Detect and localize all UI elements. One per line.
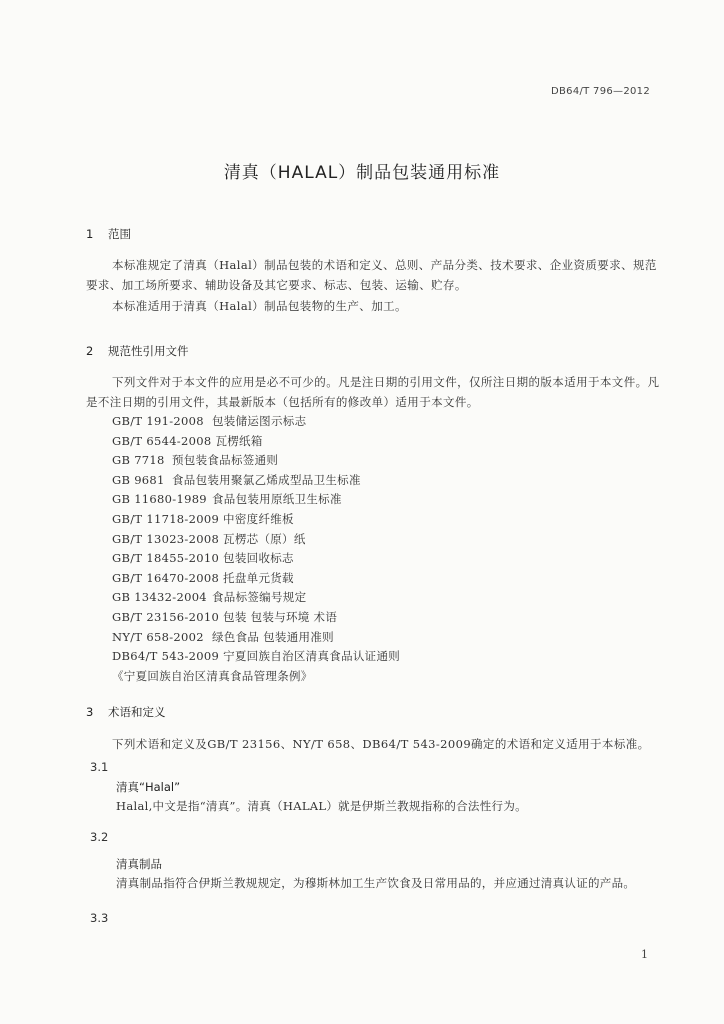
section-number: 3 <box>86 705 94 719</box>
section-2-heading <box>86 343 189 359</box>
reference-item: GB/T 13023-2008 瓦楞芯（原）纸 <box>112 531 306 546</box>
page-number: 1 <box>641 948 648 961</box>
reference-item: DB64/T 543-2009 宁夏回族自治区清真食品认证通则 <box>112 649 401 664</box>
section-title: 术语和定义 <box>108 705 166 719</box>
clause-number: 3.1 <box>90 760 109 774</box>
reference-item: GB/T 11718-2009 中密度纤维板 <box>112 511 294 526</box>
term-name: 清真“Halal” <box>116 780 181 794</box>
reference-item: GB 11680-1989 食品包装用原纸卫生标准 <box>112 492 342 507</box>
term-definition: Halal,中文是指“清真”。清真（HALAL）就是伊斯兰教规指称的合法性行为。 <box>116 799 527 813</box>
clause-number: 3.2 <box>90 830 109 844</box>
reference-item: 《宁夏回族自治区清真食品管理条例》 <box>112 668 313 683</box>
section-3-heading <box>86 704 166 720</box>
section-3-intro: 下列术语和定义及GB/T 23156、NY/T 658、DB64/T 543-2009确定的术语和定义适用于本标准。 <box>112 737 650 751</box>
section-2-intro: 下列文件对于本文件的应用是必不可少的。凡是注日期的引用文件，仅所注日期的版本适用于本文件。凡是不注日期的引用文件，其最新版本（包括所有的修改单）适用于本文件。 <box>86 375 660 409</box>
reference-list <box>112 412 400 686</box>
reference-item: GB 7718 预包装食品标签通则 <box>112 453 279 468</box>
section-title: 规范性引用文件 <box>108 344 189 358</box>
reference-item: GB 13432-2004 食品标签编号规定 <box>112 590 307 605</box>
reference-item: GB/T 191-2008 包装储运图示标志 <box>112 414 307 428</box>
section-1-paragraph-1: 本标准规定了清真（Halal）制品包装的术语和定义、总则、产品分类、技术要求、企业资质要求、规范要求、加工场所要求、辅助设备及其它要求、标志、包装、运输、贮存。 <box>86 258 657 292</box>
document-title: 清真（HALAL）制品包装通用标准 <box>223 163 501 183</box>
standard-code: DB64/T 796—2012 <box>551 86 650 97</box>
reference-item: GB/T 16470-2008 托盘单元货载 <box>112 570 294 585</box>
section-number: 2 <box>86 344 94 358</box>
term-definition: 清真制品指符合伊斯兰教规规定，为穆斯林加工生产饮食及日常用品的，并应通过清真认证的产品。 <box>116 876 636 890</box>
reference-item: GB/T 18455-2010 包装回收标志 <box>112 551 294 566</box>
section-1-heading <box>86 226 131 242</box>
reference-item: NY/T 658-2002 绿色食品 包装通用准则 <box>112 629 334 644</box>
reference-item: GB/T 23156-2010 包装 包装与环境 术语 <box>112 609 338 624</box>
section-title: 范围 <box>108 227 131 241</box>
section-1-paragraph-2: 本标准适用于清真（Halal）制品包装物的生产、加工。 <box>112 299 407 313</box>
section-number: 1 <box>86 227 94 241</box>
reference-item: GB 9681 食品包装用聚氯乙烯成型品卫生标准 <box>112 472 361 487</box>
clause-number: 3.3 <box>90 911 109 925</box>
term-name: 清真制品 <box>116 857 162 871</box>
reference-item: GB/T 6544-2008 瓦楞纸箱 <box>112 433 263 448</box>
